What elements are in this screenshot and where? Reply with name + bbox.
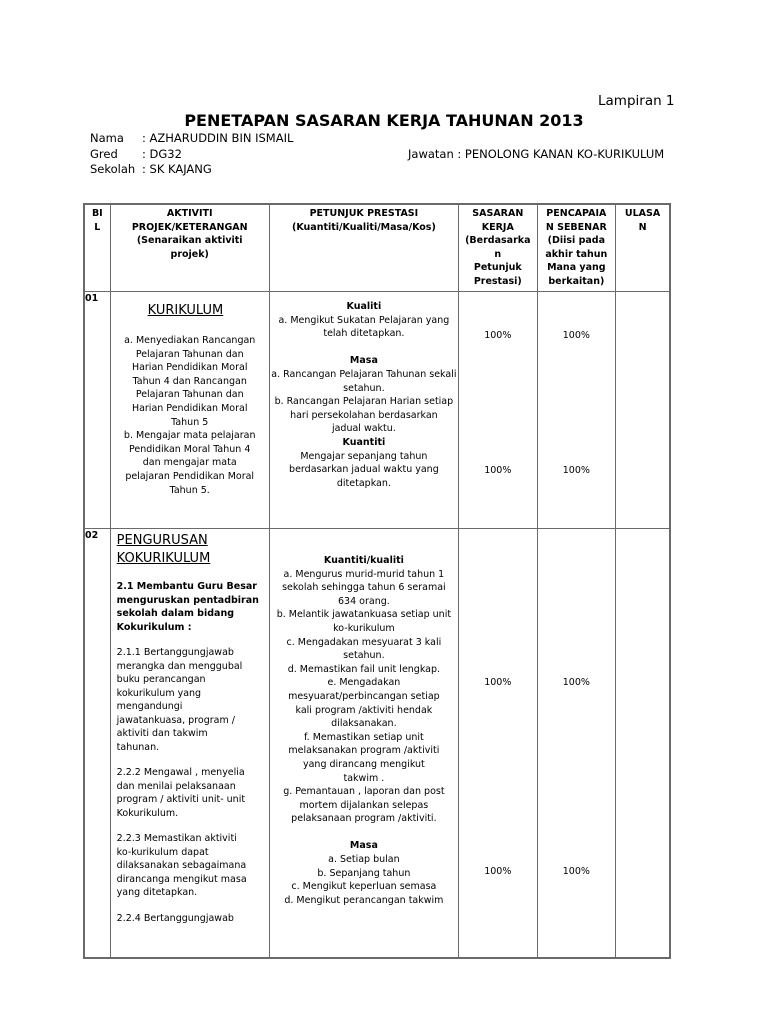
text-line: [270, 826, 458, 840]
nama-line: [90, 131, 293, 146]
text-line: c. Mengikut keperluan semasa: [291, 881, 437, 893]
text-line: Pelajaran Tahunan dan: [135, 389, 244, 401]
text-line: hari persekolahan berdasarkan: [290, 409, 438, 421]
text-line: mortem dijalankan selepas: [299, 799, 429, 811]
nama-value: : AZHARUDDIN BIN ISMAIL: [142, 131, 294, 145]
text-line: Tahun 5: [171, 416, 209, 428]
text-line: SASARAN: [472, 208, 524, 219]
aktiviti-paragraph: [117, 832, 265, 900]
text-line: ULASA: [624, 208, 661, 219]
text-line: 2.2.4 Bertanggungjawab: [116, 912, 234, 924]
text-line: program / aktiviti unit- unit: [116, 794, 246, 805]
text-line: setahun.: [343, 650, 385, 662]
text-line: b. Rancangan Pelajaran Harian setiap: [274, 396, 454, 408]
gred-label: Gred: [90, 147, 118, 161]
text-line: PENGURUSAN: [116, 533, 208, 548]
text-line: ko-kurikulum dapat: [116, 846, 209, 858]
text-line: dan menilai pelaksanaan: [116, 780, 236, 792]
sub-heading: [117, 580, 265, 634]
text-line: menguruskan pentadbiran: [116, 594, 259, 606]
text-line: Tahun 5.: [169, 484, 210, 496]
text-line: Harian Pendidikan Moral: [131, 402, 248, 414]
text-line: 2.2.2 Mengawal , menyelia: [116, 767, 245, 778]
gred-line: [90, 147, 182, 162]
text-line: PROJEK/KETERANGAN: [131, 221, 248, 233]
text-line: yang dirancang mengikut: [302, 758, 425, 770]
text-line: g. Pemantauan , laporan dan post: [283, 786, 445, 798]
row-number: 02: [84, 529, 110, 959]
sasaran-value: 100%: [484, 330, 512, 341]
criteria-heading: Kuantiti/kualiti: [323, 555, 404, 566]
col-header-bil: [84, 204, 110, 292]
pencapaian-cell: [537, 292, 616, 529]
text-line: (Kuantiti/Kualiti/Masa/Kos): [291, 221, 436, 233]
text-line: Prestasi): [473, 275, 522, 287]
text-line: 2.1 Membantu Guru Besar: [116, 581, 257, 592]
text-line: KOKURIKULUM: [116, 551, 211, 566]
text-line: ko-kurikulum: [333, 622, 395, 634]
pencapaian-value: 100%: [562, 866, 590, 877]
criteria-heading: Kualiti: [346, 301, 382, 312]
sasaran-value: 100%: [484, 866, 512, 877]
gred-value: : DG32: [142, 147, 182, 161]
text-line: aktiviti dan takwim: [116, 728, 208, 739]
text-line: f. Memastikan setiap unit: [304, 731, 424, 743]
text-line: jadual waktu.: [331, 423, 396, 435]
text-line: pelajaran Pendidikan Moral: [125, 470, 255, 482]
text-line: a. Menyediakan Rancangan: [124, 335, 256, 346]
text-line: Tahun 4 dan Rancangan: [132, 375, 247, 387]
text-line: Kokurikulum :: [116, 621, 192, 633]
text-line: pelaksanaan program /aktiviti.: [291, 813, 437, 825]
pencapaian-value: 100%: [562, 330, 590, 341]
text-line: ditetapkan.: [336, 477, 391, 489]
ulasan-cell: [616, 529, 670, 959]
jawatan-line: Jawatan : PENOLONG KANAN KO-KURIKULUM: [408, 147, 665, 161]
petunjuk-cell: [269, 529, 458, 959]
aktiviti-cell: [110, 292, 269, 529]
text-line: telah ditetapkan.: [323, 328, 405, 340]
text-line: Mengajar sepanjang tahun: [300, 450, 428, 462]
section-heading: KURIKULUM: [147, 303, 224, 318]
text-line: (Diisi pada: [547, 235, 606, 246]
criteria-heading: Masa: [349, 840, 378, 852]
col-header-sasaran: [459, 204, 538, 292]
text-line: Pelajaran Tahunan dan: [135, 348, 244, 360]
text-line: PENCAPAIA: [546, 208, 607, 219]
col-header-aktiviti: [110, 204, 269, 292]
text-line: buku perancangan: [116, 674, 206, 685]
sekolah-label: Sekolah: [90, 162, 136, 176]
text-line: Harian Pendidikan Moral: [131, 362, 248, 374]
text-line: N: [638, 221, 647, 233]
text-line: akhir tahun: [545, 248, 608, 260]
col-header-petunjuk: [269, 204, 458, 292]
text-line: 2.1.1 Bertanggungjawab: [116, 647, 234, 658]
text-line: dan mengajar mata: [142, 457, 237, 469]
text-line: Pendidikan Moral Tahun 4: [129, 443, 251, 455]
aktiviti-paragraph: [117, 646, 265, 754]
text-line: L: [94, 221, 101, 233]
text-line: e. Mengadakan: [327, 677, 401, 689]
text-line: (Berdasarka: [465, 235, 531, 246]
section-heading: [117, 529, 265, 568]
text-line: sekolah dalam bidang: [116, 608, 235, 619]
text-line: d. Mengikut perancangan takwim: [284, 894, 444, 906]
lampiran-label: Lampiran 1: [598, 93, 675, 109]
text-line: a. Rancangan Pelajaran Tahunan sekali: [271, 368, 457, 380]
row-number: 01: [84, 292, 110, 529]
text-line: melaksanakan program /aktiviti: [288, 745, 440, 757]
sekolah-value: : SK KAJANG: [142, 162, 212, 176]
sasaran-value: 100%: [484, 465, 512, 476]
text-line: dirancanga mengikut masa: [116, 873, 247, 885]
text-line: b. Melantik jawatankuasa setiap unit: [276, 609, 452, 621]
text-line: dilaksanakan sebagaimana: [116, 860, 247, 871]
text-line: (Senaraikan aktiviti: [136, 235, 243, 246]
text-line: a. Mengikut Sukatan Pelajaran yang: [278, 314, 450, 326]
text-line: BI: [91, 208, 103, 219]
text-line: tahunan.: [116, 741, 160, 753]
text-line: sekolah sehingga tahun 6 seramai: [282, 582, 446, 594]
text-line: n: [494, 248, 502, 260]
sasaran-value: 100%: [484, 677, 512, 688]
text-line: a. Setiap bulan: [328, 854, 400, 866]
pencapaian-value: 100%: [562, 465, 590, 476]
text-line: AKTIVITI: [166, 208, 213, 219]
nama-label: Nama: [90, 131, 124, 145]
sasaran-cell: [459, 292, 538, 529]
text-line: projek): [170, 248, 209, 260]
text-line: c. Mengadakan mesyuarat 3 kali: [286, 636, 442, 648]
text-line: [270, 341, 458, 355]
pencapaian-cell: [537, 529, 616, 959]
sekolah-line: [90, 162, 212, 177]
text-line: PETUNJUK PRESTASI: [309, 208, 419, 219]
table-row: [84, 292, 670, 529]
text-line: yang ditetapkan.: [116, 887, 198, 898]
col-header-pencapaian: [537, 204, 616, 292]
table-header-row: [84, 204, 670, 292]
aktiviti-cell: [110, 529, 269, 959]
text-line: setahun.: [343, 382, 385, 394]
skt-table: [83, 203, 671, 959]
text-line: jawatankuasa, program /: [116, 714, 235, 726]
text-line: kokurikulum yang: [116, 687, 202, 699]
text-line: b. Mengajar mata pelajaran: [123, 430, 256, 442]
text-line: mesyuarat/perbincangan setiap: [288, 690, 440, 702]
text-line: Petunjuk: [473, 262, 522, 273]
text-line: d. Memastikan fail unit lengkap.: [287, 663, 441, 675]
text-line: takwim .: [343, 772, 385, 784]
text-line: kali program /aktiviti hendak: [295, 704, 433, 716]
table-row: [84, 529, 670, 959]
text-line: 2.2.3 Memastikan aktiviti: [116, 833, 237, 844]
text-line: 634 orang.: [338, 595, 390, 607]
text-line: berdasarkan jadual waktu yang: [289, 464, 439, 476]
document-title: PENETAPAN SASARAN KERJA TAHUNAN 2013: [184, 111, 584, 130]
aktiviti-text: [111, 334, 269, 497]
aktiviti-paragraph: [117, 912, 265, 926]
text-line: a. Mengurus murid-murid tahun 1: [283, 568, 445, 580]
text-line: dilaksanakan.: [331, 718, 397, 730]
text-line: b. Sepanjang tahun: [317, 867, 411, 879]
text-line: Mana yang: [547, 262, 606, 273]
petunjuk-cell: [269, 292, 458, 529]
text-line: Kokurikulum.: [116, 807, 179, 819]
text-line: N SEBENAR: [545, 221, 607, 233]
text-line: mengandungi: [116, 701, 183, 712]
text-line: merangka dan menggubal: [116, 660, 243, 672]
ulasan-cell: [616, 292, 670, 529]
criteria-heading: Masa: [349, 355, 378, 367]
sasaran-cell: [459, 529, 538, 959]
criteria-heading: Kuantiti: [342, 436, 386, 448]
pencapaian-value: 100%: [562, 677, 590, 688]
text-line: KERJA: [481, 221, 514, 233]
aktiviti-paragraph: [117, 766, 265, 820]
col-header-ulasan: [616, 204, 670, 292]
text-line: berkaitan): [548, 275, 605, 287]
